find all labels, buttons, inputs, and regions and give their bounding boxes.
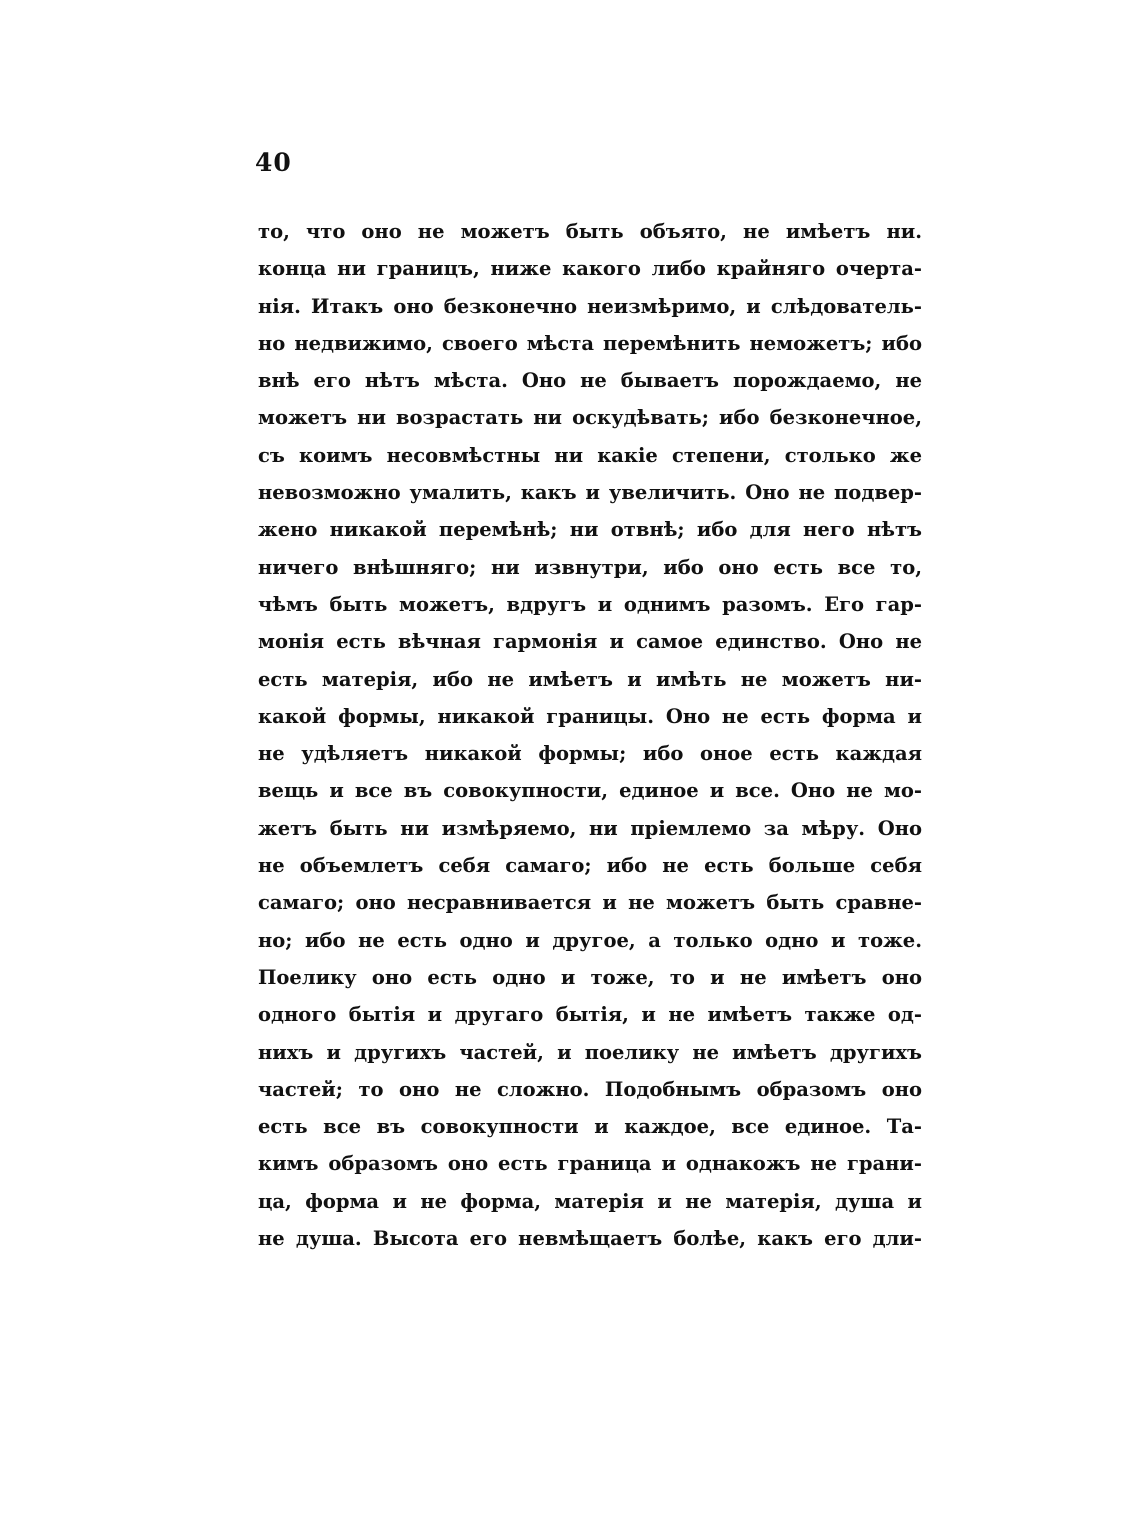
text-line: внѣ его нѣтъ мѣста. Оно не бываетъ порождаемо, не bbox=[258, 369, 922, 393]
text-line: кимъ образомъ оно есть граница и однакожъ не грани- bbox=[258, 1152, 922, 1176]
text-line: можетъ ни возрастать ни оскудѣвать; ибо безконечное, bbox=[258, 406, 922, 430]
text-line: монія есть вѣчная гармонія и самое единство. Оно не bbox=[258, 630, 922, 654]
text-line: какой формы, никакой границы. Оно не есть форма и bbox=[258, 704, 922, 728]
text-line: вещь и все въ совокупности, единое и все. Оно не мо- bbox=[258, 779, 922, 803]
text-line: нихъ и другихъ частей, и поелику не имѣетъ другихъ bbox=[258, 1040, 922, 1064]
text-line: одного бытія и другаго бытія, и не имѣетъ также од- bbox=[258, 1003, 922, 1027]
text-line: нія. Итакъ оно безконечно неизмѣримо, и слѣдователь- bbox=[258, 294, 922, 318]
text-line: невозможно умалить, какъ и увеличить. Оно не подвер- bbox=[258, 481, 922, 505]
text-line: ничего внѣшняго; ни извнутри, ибо оно есть все то, bbox=[258, 555, 922, 579]
text-line: Поелику оно есть одно и тоже, то и не имѣетъ оно bbox=[258, 965, 922, 989]
text-line: не объемлетъ себя самаго; ибо не есть больше себя bbox=[258, 854, 922, 878]
text-line: самаго; оно несравнивается и не можетъ быть сравне- bbox=[258, 891, 922, 915]
text-line: но; ибо не есть одно и другое, а только одно и тоже. bbox=[258, 928, 922, 952]
text-line: жетъ быть ни измѣряемо, ни пріемлемо за мѣру. Оно bbox=[258, 816, 922, 840]
text-line: ца, форма и не форма, матерія и не матерія, душа и bbox=[258, 1189, 922, 1213]
page-number: 40 bbox=[255, 148, 292, 177]
text-line: есть матерія, ибо не имѣетъ и имѣть не можетъ ни- bbox=[258, 667, 922, 691]
text-line: чѣмъ быть можетъ, вдругъ и однимъ разомъ. Его гар- bbox=[258, 592, 922, 616]
text-line: то, что оно не можетъ быть объято, не имѣетъ ни. bbox=[258, 220, 922, 243]
text-line: конца ни границъ, ниже какого либо крайняго очерта- bbox=[258, 257, 922, 281]
text-line: но недвижимо, своего мѣста перемѣнить неможетъ; ибо bbox=[258, 331, 922, 355]
text-line: есть все въ совокупности и каждое, все единое. Та- bbox=[258, 1115, 922, 1139]
text-line: не душа. Высота его невмѣщаетъ болѣе, какъ его дли- bbox=[258, 1227, 922, 1251]
text-line: жено никакой перемѣнѣ; ни отвнѣ; ибо для него нѣтъ bbox=[258, 518, 922, 542]
text-line: частей; то оно не сложно. Подобнымъ образомъ оно bbox=[258, 1077, 922, 1101]
body-text bbox=[258, 213, 922, 1257]
text-line: съ коимъ несовмѣстны ни какіе степени, столько же bbox=[258, 443, 922, 467]
text-line: не удѣляетъ никакой формы; ибо оное есть каждая bbox=[258, 742, 922, 766]
